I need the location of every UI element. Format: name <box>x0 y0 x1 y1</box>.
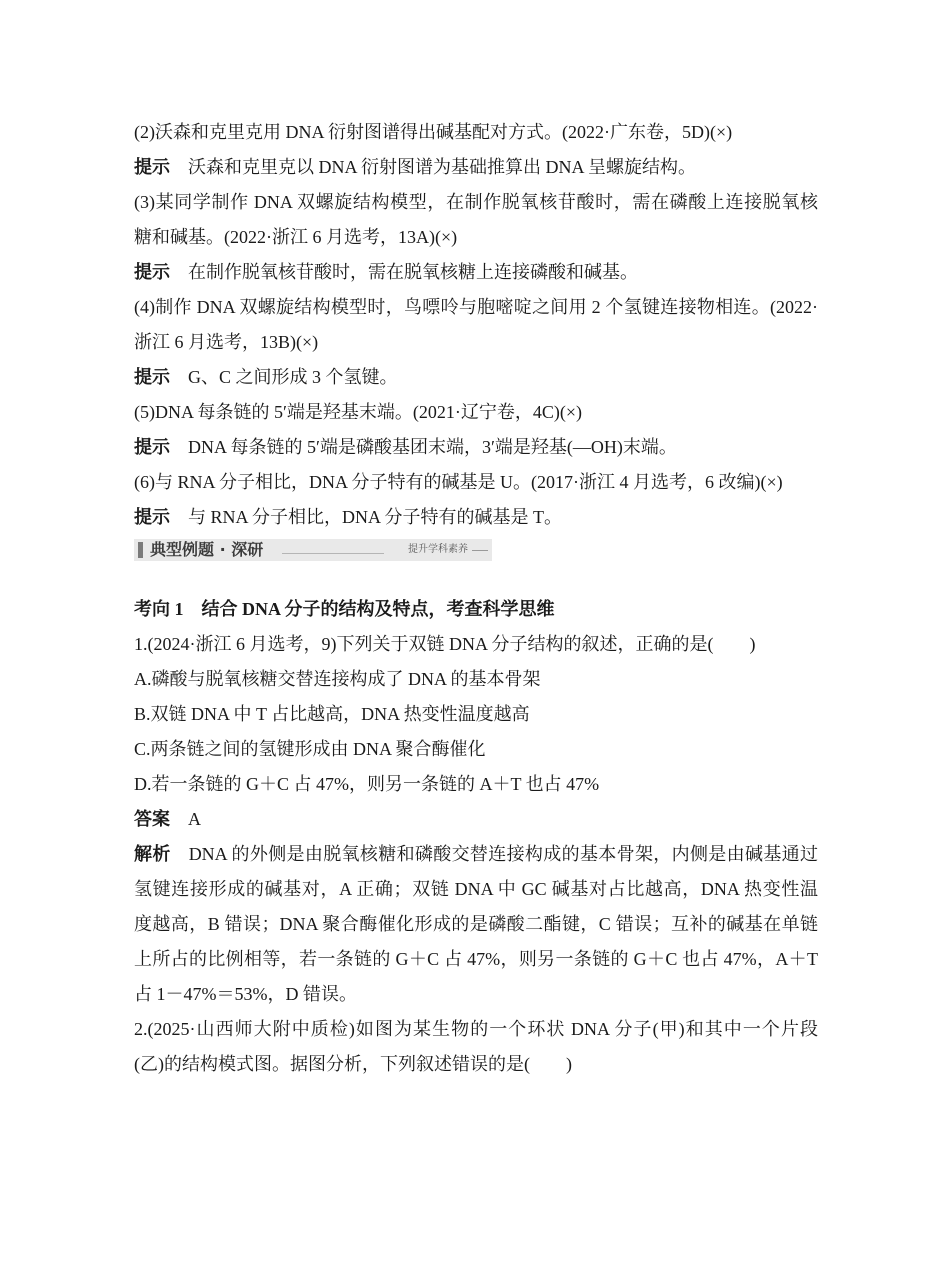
q1-option-d: D.若一条链的 G＋C 占 47%，则另一条链的 A＋T 也占 47% <box>134 774 600 794</box>
banner-accent-bar <box>138 542 143 558</box>
hint-5: 提示 DNA 每条链的 5′端是磷酸基团末端，3′端是羟基(—OH)末端。 <box>134 437 677 457</box>
review-item-4-line-1: (4)制作 DNA 双螺旋结构模型时，鸟嘌呤与胞嘧啶之间用 2 个氢键连接物相连。(2022· <box>134 297 818 317</box>
direction-heading: 考向 1 结合 DNA 分子的结构及特点，考查科学思维 <box>134 599 555 619</box>
review-item-3-line-2: 糖和碱基。(2022·浙江 6 月选考，13A)(×) <box>134 227 458 247</box>
hint-4: 提示 G、C 之间形成 3 个氢键。 <box>134 367 398 387</box>
hint-6: 提示 与 RNA 分子相比，DNA 分子特有的碱基是 T。 <box>134 507 563 527</box>
banner-rule-end <box>472 550 488 551</box>
q1-option-b: B.双链 DNA 中 T 占比越高，DNA 热变性温度越高 <box>134 704 530 724</box>
review-item-3-line-1: (3)某同学制作 DNA 双螺旋结构模型，在制作脱氧核苷酸时，需在磷酸上连接脱氧核 <box>134 192 818 212</box>
q1-analysis-line-2: 氢键连接形成的碱基对，A 正确；双链 DNA 中 GC 碱基对占比越高，DNA 热变性温 <box>134 879 818 899</box>
review-item-5: (5)DNA 每条链的 5′端是羟基末端。(2021·辽宁卷，4C)(×) <box>134 402 583 422</box>
q1-analysis-line-3: 度越高，B 错误；DNA 聚合酶催化形成的是磷酸二酯键，C 错误；互补的碱基在单链 <box>134 914 818 934</box>
q2-stem-line-2: (乙)的结构模式图。据图分析，下列叙述错误的是( ) <box>134 1054 572 1074</box>
q1-analysis-line-1: 解析 DNA 的外侧是由脱氧核糖和磷酸交替连接构成的基本骨架，内侧是由碱基通过 <box>134 844 818 864</box>
q1-analysis-line-5: 占 1－47%＝53%，D 错误。 <box>134 984 357 1004</box>
banner-subtitle: 提升学科素养 <box>408 544 468 555</box>
q2-stem-line-1: 2.(2025·山西师大附中质检)如图为某生物的一个环状 DNA 分子(甲)和其中一个片段 <box>134 1019 818 1039</box>
q1-analysis-line-4: 上所占的比例相等，若一条链的 G＋C 占 47%，则另一条链的 G＋C 也占 47%，A＋T <box>134 949 818 969</box>
q1-answer: 答案 A <box>134 809 201 829</box>
hint-3: 提示 在制作脱氧核苷酸时，需在脱氧核糖上连接磷酸和碱基。 <box>134 262 638 282</box>
q1-option-a: A.磷酸与脱氧核糖交替连接构成了 DNA 的基本骨架 <box>134 669 541 689</box>
review-item-4-line-2: 浙江 6 月选考，13B)(×) <box>134 332 319 352</box>
q1-stem: 1.(2024·浙江 6 月选考，9)下列关于双链 DNA 分子结构的叙述，正确的是( ) <box>134 634 756 654</box>
banner-title: 典型例题 · 深研 <box>150 540 264 559</box>
hint-2: 提示 沃森和克里克以 DNA 衍射图谱为基础推算出 DNA 呈螺旋结构。 <box>134 157 697 177</box>
q1-option-c: C.两条链之间的氢键形成由 DNA 聚合酶催化 <box>134 739 486 759</box>
review-item-6: (6)与 RNA 分子相比，DNA 分子特有的碱基是 U。(2017·浙江 4 月选考，6 改编)(×) <box>134 472 783 492</box>
section-banner <box>134 539 492 561</box>
review-item-2: (2)沃森和克里克用 DNA 衍射图谱得出碱基配对方式。(2022·广东卷，5D)(×) <box>134 122 733 142</box>
banner-rule <box>282 553 384 554</box>
